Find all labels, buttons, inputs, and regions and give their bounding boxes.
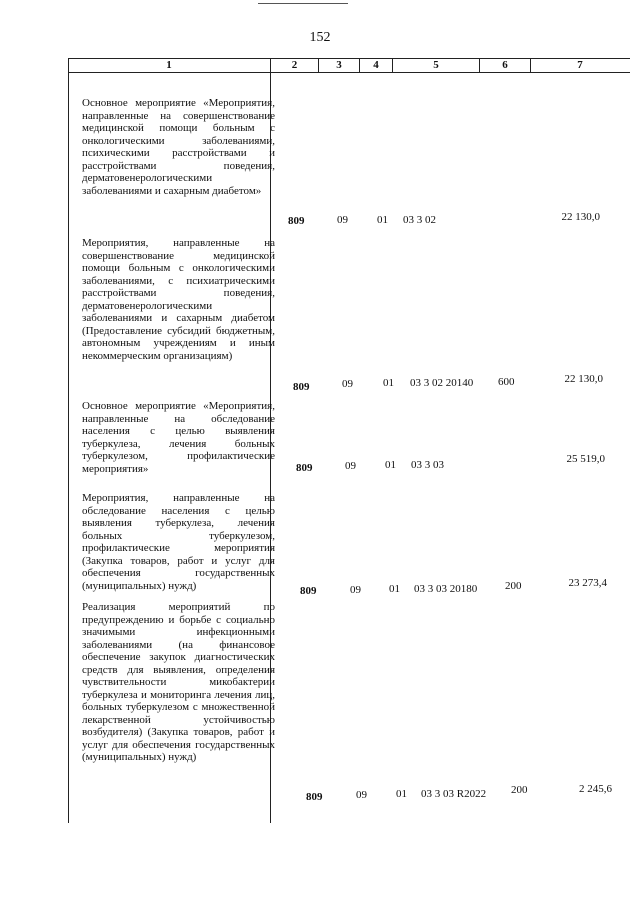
row-subsection: 01: [396, 788, 407, 800]
row-amount: 23 273,4: [568, 577, 607, 589]
row-description: Мероприятия, направленные на обследование населения с целью выявления туберкулеза, лечения больных туберкулезом, профилактические мероприятия (Закупка товаров, работ и услуг для обеспечения государственных (муниципальных) нужд): [82, 492, 275, 592]
row-section: 09: [356, 789, 367, 801]
row-target-code: 03 3 03 20180: [414, 583, 478, 595]
table-left-border: [68, 58, 69, 823]
header-col-6: 6: [480, 58, 531, 72]
row-description: Основное мероприятие «Мероприятия, направленные на совершенствование медицинской помощи больным с онкологическими заболеваниями, психическими расстройствами и расстройствами поведения, дерматовенерологическими заболеваниями и сахарным диабетом»: [82, 97, 275, 197]
row-subsection: 01: [385, 459, 396, 471]
row-expense-type: 600: [498, 376, 515, 388]
row-subsection: 01: [377, 214, 388, 226]
table-header-row: [68, 58, 630, 73]
row-section: 09: [350, 584, 361, 596]
row-code: 809: [300, 585, 317, 597]
row-code: 809: [306, 791, 323, 803]
page-number: 152: [309, 30, 331, 45]
header-col-4: 4: [360, 58, 393, 72]
row-target-code: 03 3 03: [411, 459, 444, 471]
row-target-code: 03 3 02 20140: [410, 377, 474, 389]
row-amount: 25 519,0: [566, 453, 605, 465]
row-amount: 2 245,6: [579, 783, 612, 795]
row-subsection: 01: [383, 377, 394, 389]
top-border-line: [258, 3, 348, 4]
row-section: 09: [342, 378, 353, 390]
header-col-1: 1: [68, 58, 271, 72]
row-amount: 22 130,0: [564, 373, 603, 385]
header-col-7: 7: [577, 59, 583, 71]
header-col-3: 3: [319, 58, 360, 72]
header-col-5: 5: [393, 58, 480, 72]
row-section: 09: [337, 214, 348, 226]
row-amount: 22 130,0: [561, 211, 600, 223]
header-col-2: 2: [271, 58, 319, 72]
row-expense-type: 200: [511, 784, 528, 796]
row-target-code: 03 3 02: [403, 214, 436, 226]
row-section: 09: [345, 460, 356, 472]
row-description: Основное мероприятие «Мероприятия, направленные на обследование населения с целью выявления туберкулеза, лечения больных туберкулезом, профилактические мероприятия»: [82, 400, 275, 475]
row-description: Реализация мероприятий по предупреждению и борьбе с социально значимыми инфекционными заболеваниями (на финансовое обеспечение закупок диагностических средств для выявления, определения чувствительности микобактерии туберкулеза и мониторинга лечения лиц, больных туберкулезом с множественной лекарственной устойчивостью возбудителя) (Закупка товаров, работ и услуг для обеспечения государственных (муниципальных) нужд): [82, 601, 275, 763]
row-code: 809: [296, 462, 313, 474]
row-target-code: 03 3 03 R2022: [421, 788, 487, 800]
row-code: 809: [288, 215, 305, 227]
row-expense-type: 200: [505, 580, 522, 592]
row-code: 809: [293, 381, 310, 393]
row-subsection: 01: [389, 583, 400, 595]
row-description: Мероприятия, направленные на совершенствование медицинской помощи больным с онкологическими заболеваниями, с психиатрическими расстройствами поведения, дерматовенерологическими заболеваниями и сахарным диабетом (Предоставление субсидий бюджетным, автономным учреждениям и иным некоммерческим организациям): [82, 237, 275, 362]
